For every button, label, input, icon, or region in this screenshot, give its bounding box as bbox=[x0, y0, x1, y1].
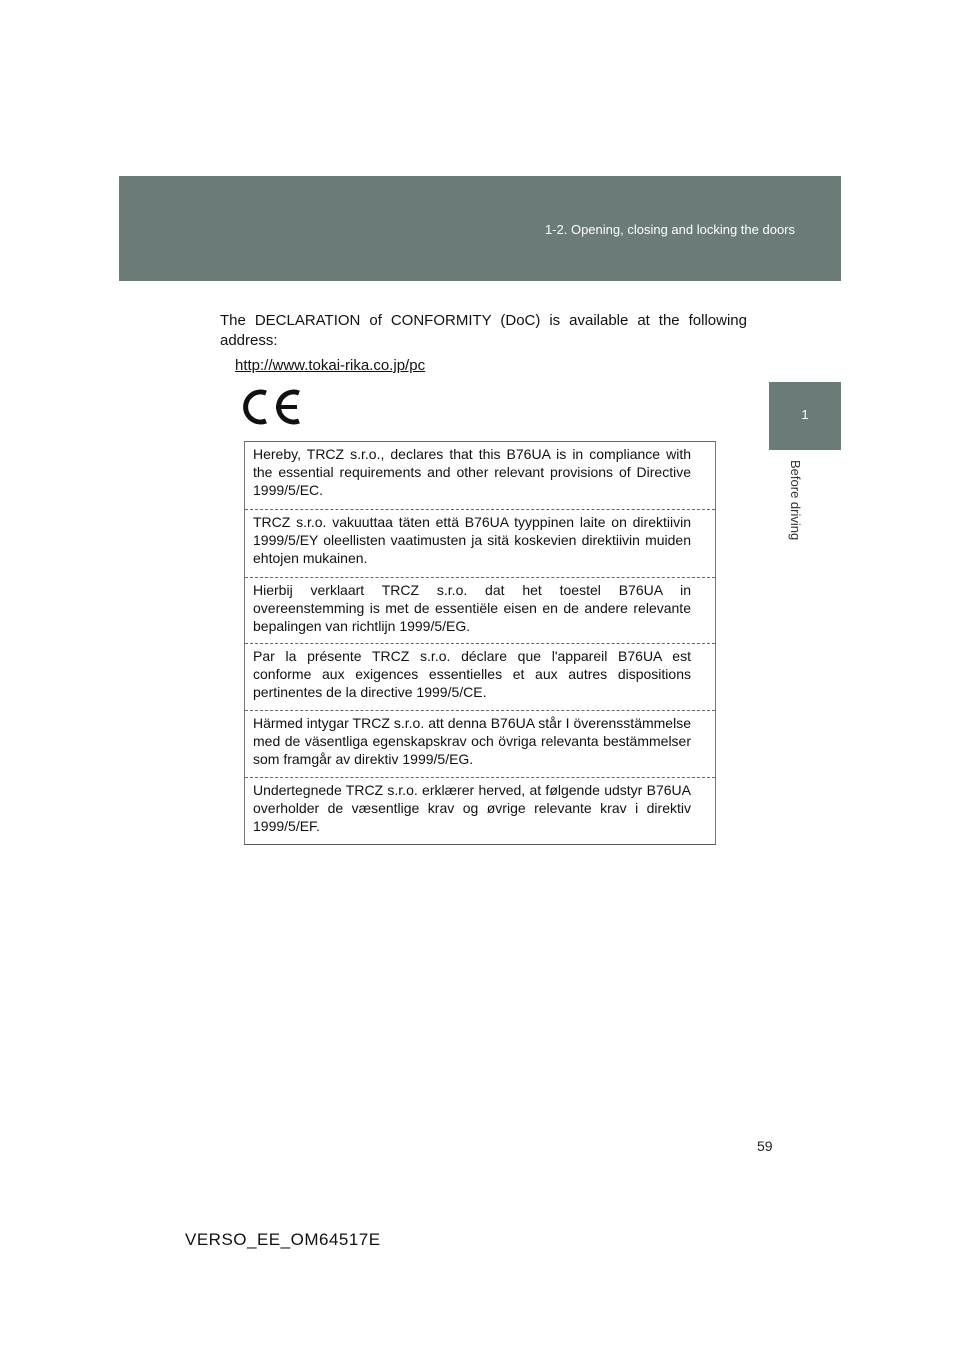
declarations-box bbox=[244, 441, 716, 845]
declaration-divider bbox=[245, 777, 715, 778]
declaration-swedish: Härmed intygar TRCZ s.r.o. att denna B76UA står I överensstämmelse med de väsentliga egenskapskrav och övriga relevanta bestämmelser som framgår av direktiv 1999/5/EG. bbox=[253, 715, 691, 767]
chapter-tab bbox=[769, 382, 841, 450]
declaration-english: Hereby, TRCZ s.r.o., declares that this B76UA is in compliance with the essential requirements and other relevant provisions of Directive 1999/5/EC. bbox=[253, 446, 691, 498]
chapter-label: Before driving bbox=[788, 460, 803, 541]
document-code: VERSO_EE_OM64517E bbox=[185, 1230, 381, 1249]
declaration-divider bbox=[245, 577, 715, 578]
declaration-dutch: Hierbij verklaart TRCZ s.r.o. dat het toestel B76UA in overeenstemming is met de essentiële eisen en de andere relevante bepalingen van richtlijn 1999/5/EG. bbox=[253, 582, 691, 634]
declaration-divider bbox=[245, 643, 715, 644]
doc-availability-text: The DECLARATION of CONFORMITY (DoC) is available at the following address: bbox=[220, 312, 747, 349]
chapter-number: 1 bbox=[801, 407, 809, 422]
declaration-divider bbox=[245, 509, 715, 510]
declaration-divider bbox=[245, 710, 715, 711]
section-title: 1-2. Opening, closing and locking the doors bbox=[544, 222, 795, 237]
section-header-bar bbox=[119, 176, 841, 281]
ce-mark-icon bbox=[236, 387, 302, 427]
declaration-finnish: TRCZ s.r.o. vakuuttaa täten että B76UA tyyppinen laite on direktiivin 1999/5/EY oleellisten vaatimusten ja sitä koskevien direktiivin muiden ehtojen mukainen. bbox=[253, 514, 691, 566]
declaration-french: Par la présente TRCZ s.r.o. déclare que l'appareil B76UA est conforme aux exigences essentielles et aux autres dispositions pertinentes de la directive 1999/5/CE. bbox=[253, 648, 691, 700]
declaration-danish: Undertegnede TRCZ s.r.o. erklærer herved, at følgende udstyr B76UA overholder de væsentlige krav og øvrige relevante krav i direktiv 1999/5/EF. bbox=[253, 782, 691, 834]
page-number: 59 bbox=[757, 1138, 773, 1154]
doc-url-link[interactable]: http://www.tokai-rika.co.jp/pc bbox=[235, 357, 426, 374]
